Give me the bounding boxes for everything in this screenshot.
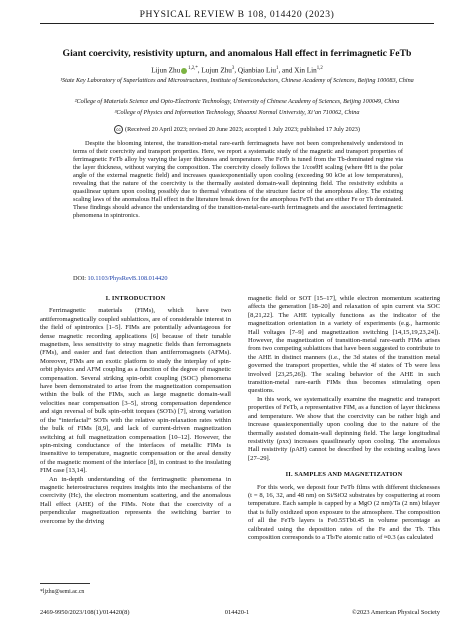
doi-link[interactable]: 10.1103/PhysRevB.108.014420	[87, 275, 168, 282]
intro-paragraph-1: Ferrimagnetic materials (FIMs), which have two antiferromagnetically coupled sublattices, are of considerable interest in the field of spintronics [1–5]. FIMs are potentially advantageous for dense magnetic recording applications [6] because of their tunable magnetism, less sensitivity to stray magnetic fields than ferromagnets (FMs), and easier and fast detection than antiferromagnets (AFMs). Moreover, FIMs are an exotic platform to study the interplay of spin-orbit physics and AFM coupling as a function of the degree of magnetic compensation. Several striking spin-orbit coupling (SOC) phenomena have been demonstrated to arise from the magnetization compensation within the bulk of the FIMs, such as large magnetic domain-wall velocities near compensation [3–5], strong compensation dependence and sign reversal of bulk spin-orbit torques (SOTs) [7], strong variation of the “interfacial” SOTs with the relative spin-relaxation rates within the bulk of FIMs [8,9], and lack of current-driven magnetization switching at full magnetization compensation [10–12]. However, the spin-mixing conductance of the interfaces of metallic FIMs is insensitive to temperature, magnetic compensation or the areal density of the magnetic moment of the interface [8], in contrast to the insulating FIM case [13,14].	[40, 307, 231, 475]
corresponding-author-footnote: *ljzhu@semi.ac.cn	[40, 589, 85, 595]
author-affiliation-marker: 1,2	[316, 66, 323, 71]
footer-copyright: ©2023 American Physical Society	[351, 609, 440, 616]
author-separator: ,	[197, 66, 202, 75]
author-affiliation-marker: 3	[231, 66, 235, 71]
affiliation-1: ¹State Key Laboratory of Superlattices and Microstructures, Institute of Semiconductors, Chinese Academy of Sciences, Beijing 100083, China	[60, 77, 414, 84]
samples-paragraph-1: For this work, we deposit four FeTb films with different thicknesses (t = 8, 16, 32, and 48 nm) on Si/SiO2 substrates by cosputtering at room temperature. Each sample is capped by a MgO (2 nm)/Ta (2 nm) bilayer that is fully oxidized upon exposure to the atmosphere. The composition of all the FeTb layers is Fe0.55Tb0.45 in volume percentage as calibrated using the deposition rates of the Fe and the Tb. This composition corresponds to a Tb/Fe atomic ratio of ≈0.3 (as calculated	[248, 483, 440, 541]
section-heading-introduction: I. INTRODUCTION	[105, 295, 166, 302]
received-text: (Received 20 April 2023; revised 20 June 2023; accepted 1 July 2023; published 17 July 2023)	[125, 125, 360, 133]
doi-line	[73, 275, 168, 282]
header-rule	[40, 23, 434, 24]
footnote-rule	[40, 583, 90, 584]
section-heading-samples: II. SAMPLES AND MAGNETIZATION	[285, 471, 403, 479]
paper-title: Giant coercivity, resistivity upturn, and anomalous Hall effect in ferrimagnetic FeTb	[62, 48, 412, 59]
orcid-icon[interactable]	[181, 68, 187, 74]
author-name: Lujun Zhu	[201, 66, 232, 75]
left-column	[40, 295, 231, 526]
footer-issn: 2469-9950/2023/108(1)/014420(8)	[40, 609, 130, 616]
right-column	[248, 295, 440, 542]
author-name: Qianbiao Liu	[237, 66, 277, 75]
open-access-icon: cc	[114, 125, 123, 134]
affiliation-3: ³College of Physics and Information Technology, Shaanxi Normal University, Xi’an 710062, China	[114, 109, 360, 116]
abstract: Despite the blooming interest, the transition-metal rare-earth ferrimagnets have not been comprehensively understood in terms of their coercivity and transport properties. Here, we report a systematic study of the magnetic and transport properties of ferrimagnetic FeTb alloy by varying the layer thickness and temperature. The FeTb is tuned from the Tb-dominated regime via the layer thickness, without varying the composition. The coercivity closely follows the 1/cosθH scaling (where θH is the polar angle of the external magnetic field) and increases quasiexponentially upon cooling (exceeding 90 kOe at low temperatures), revealing that the nature of the coercivity is the thermally assisted domain-wall depinning field. The resistivity exhibits a quasilinear upturn upon cooling possibly due to thermal vibrations of the structure factor of the amorphous alloy. The existing scaling laws of the anomalous Hall effect in the literature break down for the amorphous FeTb that are either Fe or Tb dominated. These findings should advance the understanding of the transition-metal-rare-earth ferrimagnets and the associated ferrimagnetic phenomena in spintronics.	[73, 140, 403, 220]
footer-page-number: 014420-1	[224, 609, 250, 616]
running-head: PHYSICAL REVIEW B 108, 014420 (2023)	[139, 9, 335, 20]
affiliation-2: ²College of Materials Science and Opto-Electronic Technology, University of Chinese Academy of Sciences, Beijing 100049, China	[74, 98, 400, 105]
author-separator: , and	[278, 66, 295, 75]
intro-paragraph-2: An in-depth understanding of the ferrimagnetic phenomena in magnetic heterostructures requires insights into the mechanisms of the coercivity (Hc), the electron momentum scattering, and the anomalous Hall effect (AHE) of the FIMs. Note that the coercivity of a perpendicular magnetization represents the switching barrier to overcome by the driving	[40, 475, 231, 525]
author-name: Lijun Zhu	[151, 66, 181, 75]
doi-label: DOI:	[73, 275, 88, 282]
author-affiliation-marker: 1,2,*	[188, 66, 198, 71]
intro-paragraph-continued: magnetic field or SOT [15–17], while electron momentum scattering affects the generation [18–20] and relaxation of spin current via SOC [8,21,22]. The AHE typically functions as the indicator of the magnetization orientation in a variety of experiments (e.g., harmonic Hall voltages [7–9] and magnetization switching [14,15,19,23,24]). However, the magnetization of transition-metal rare-earth FIMs arises from two competing sublattices that have been suggested to contribute to the AHE in distinct manners (i.e., the 3d states of the transition metal governed the transport properties, while the 4f states of Tb were less involved [23,25,26]). The scaling behavior of the AHE in such transition-metal rare-earth FIMs thus becomes stimulating open questions.	[248, 295, 440, 395]
author-name: Xin Lin	[294, 66, 317, 75]
author-list	[20, 66, 454, 74]
received-dates	[20, 125, 454, 134]
author-separator: ,	[234, 66, 238, 75]
intro-paragraph-3: In this work, we systematically examine the magnetic and transport properties of FeTb, a representative FIM, as a function of layer thickness and temperature. We show that the coercivity can be rather high and increase quasiexponentially upon cooling due to the nature of the thermally assisted domain-wall depinning field. The large longitudinal resistivity (ρxx) increases quasilinearly upon cooling. The anomalous Hall resistivity (ρAH) cannot be described by the existing scaling laws [27–29].	[248, 395, 440, 462]
author-affiliation-marker: 1	[276, 66, 279, 71]
